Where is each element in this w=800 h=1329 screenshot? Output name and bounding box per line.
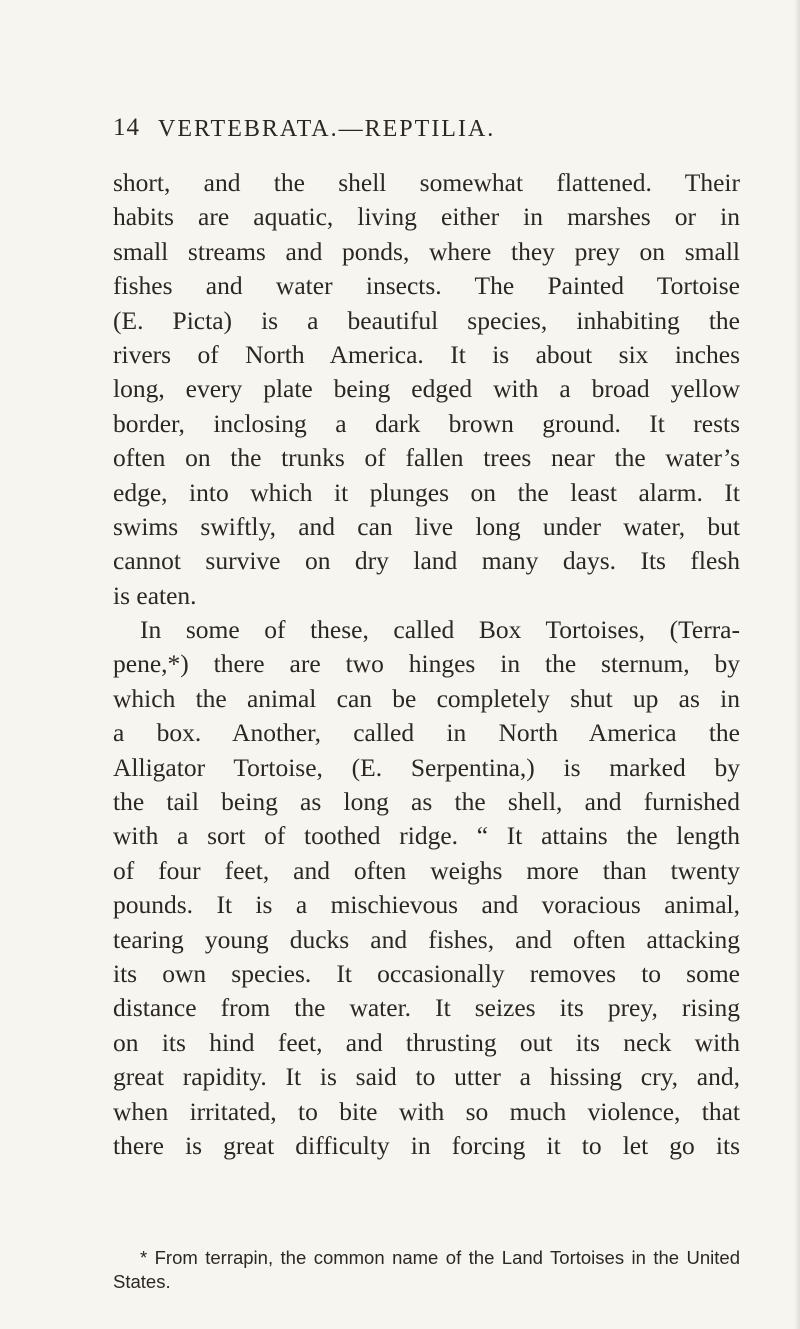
page-number: 14	[113, 114, 140, 141]
text-line: great rapidity. It is said to utter a hissing cry, and,	[113, 1062, 740, 1092]
text-line: short, and the shell somewhat flattened. Their	[113, 168, 740, 197]
text-line: on its hind feet, and thrusting out its neck with	[113, 1027, 740, 1057]
text-line: (E. Picta) is a beautiful species, inhabiting the	[113, 305, 740, 335]
text-line: long, every plate being edged with a broad yellow	[113, 374, 740, 404]
text-line: rivers of North America. It is about six inches	[113, 339, 740, 369]
page-edge-shadow	[794, 0, 800, 1329]
text-line: a box. Another, called in North America the	[113, 718, 740, 748]
text-line: Alligator Tortoise, (E. Serpentina,) is marked by	[113, 752, 740, 782]
text-line: swims swiftly, and can live long under water, but	[113, 511, 740, 541]
running-head: VERTEBRATA.—REPTILIA.	[158, 116, 496, 142]
text-line: tearing young ducks and fishes, and often attacking	[113, 924, 740, 954]
footnote-line: States.	[113, 1271, 171, 1292]
text-line: border, inclosing a dark brown ground. It rests	[113, 408, 740, 438]
text-line: is eaten.	[113, 580, 197, 610]
text-line: edge, into which it plunges on the least alarm. It	[113, 477, 740, 507]
text-line: distance from the water. It seizes its prey, rising	[113, 993, 740, 1023]
text-line: fishes and water insects. The Painted Tortoise	[113, 271, 740, 301]
text-line: cannot survive on dry land many days. Its flesh	[113, 546, 740, 576]
text-line: small streams and ponds, where they prey on small	[113, 236, 740, 266]
footnote	[113, 1246, 740, 1294]
text-line: pene,*) there are two hinges in the sternum, by	[113, 649, 740, 679]
text-line: habits are aquatic, living either in marshes or in	[113, 202, 740, 232]
text-line: In some of these, called Box Tortoises, (Terra-	[140, 615, 740, 645]
text-line: there is great difficulty in forcing it to let go its	[113, 1130, 740, 1160]
text-line: with a sort of toothed ridge. “ It attains the length	[113, 821, 740, 851]
text-line: of four feet, and often weighs more than twenty	[113, 855, 740, 885]
text-line: the tail being as long as the shell, and furnished	[113, 787, 740, 817]
footnote-line: * From terrapin, the common name of the Land Tortoises in the United	[140, 1247, 740, 1268]
text-line: when irritated, to bite with so much violence, that	[113, 1096, 740, 1126]
text-line: often on the trunks of fallen trees near the water’s	[113, 443, 740, 473]
body-text	[113, 166, 740, 1163]
text-line: pounds. It is a mischievous and voracious animal,	[113, 890, 740, 920]
text-line: which the animal can be completely shut up as in	[113, 683, 740, 713]
text-line: its own species. It occasionally removes to some	[113, 958, 740, 988]
